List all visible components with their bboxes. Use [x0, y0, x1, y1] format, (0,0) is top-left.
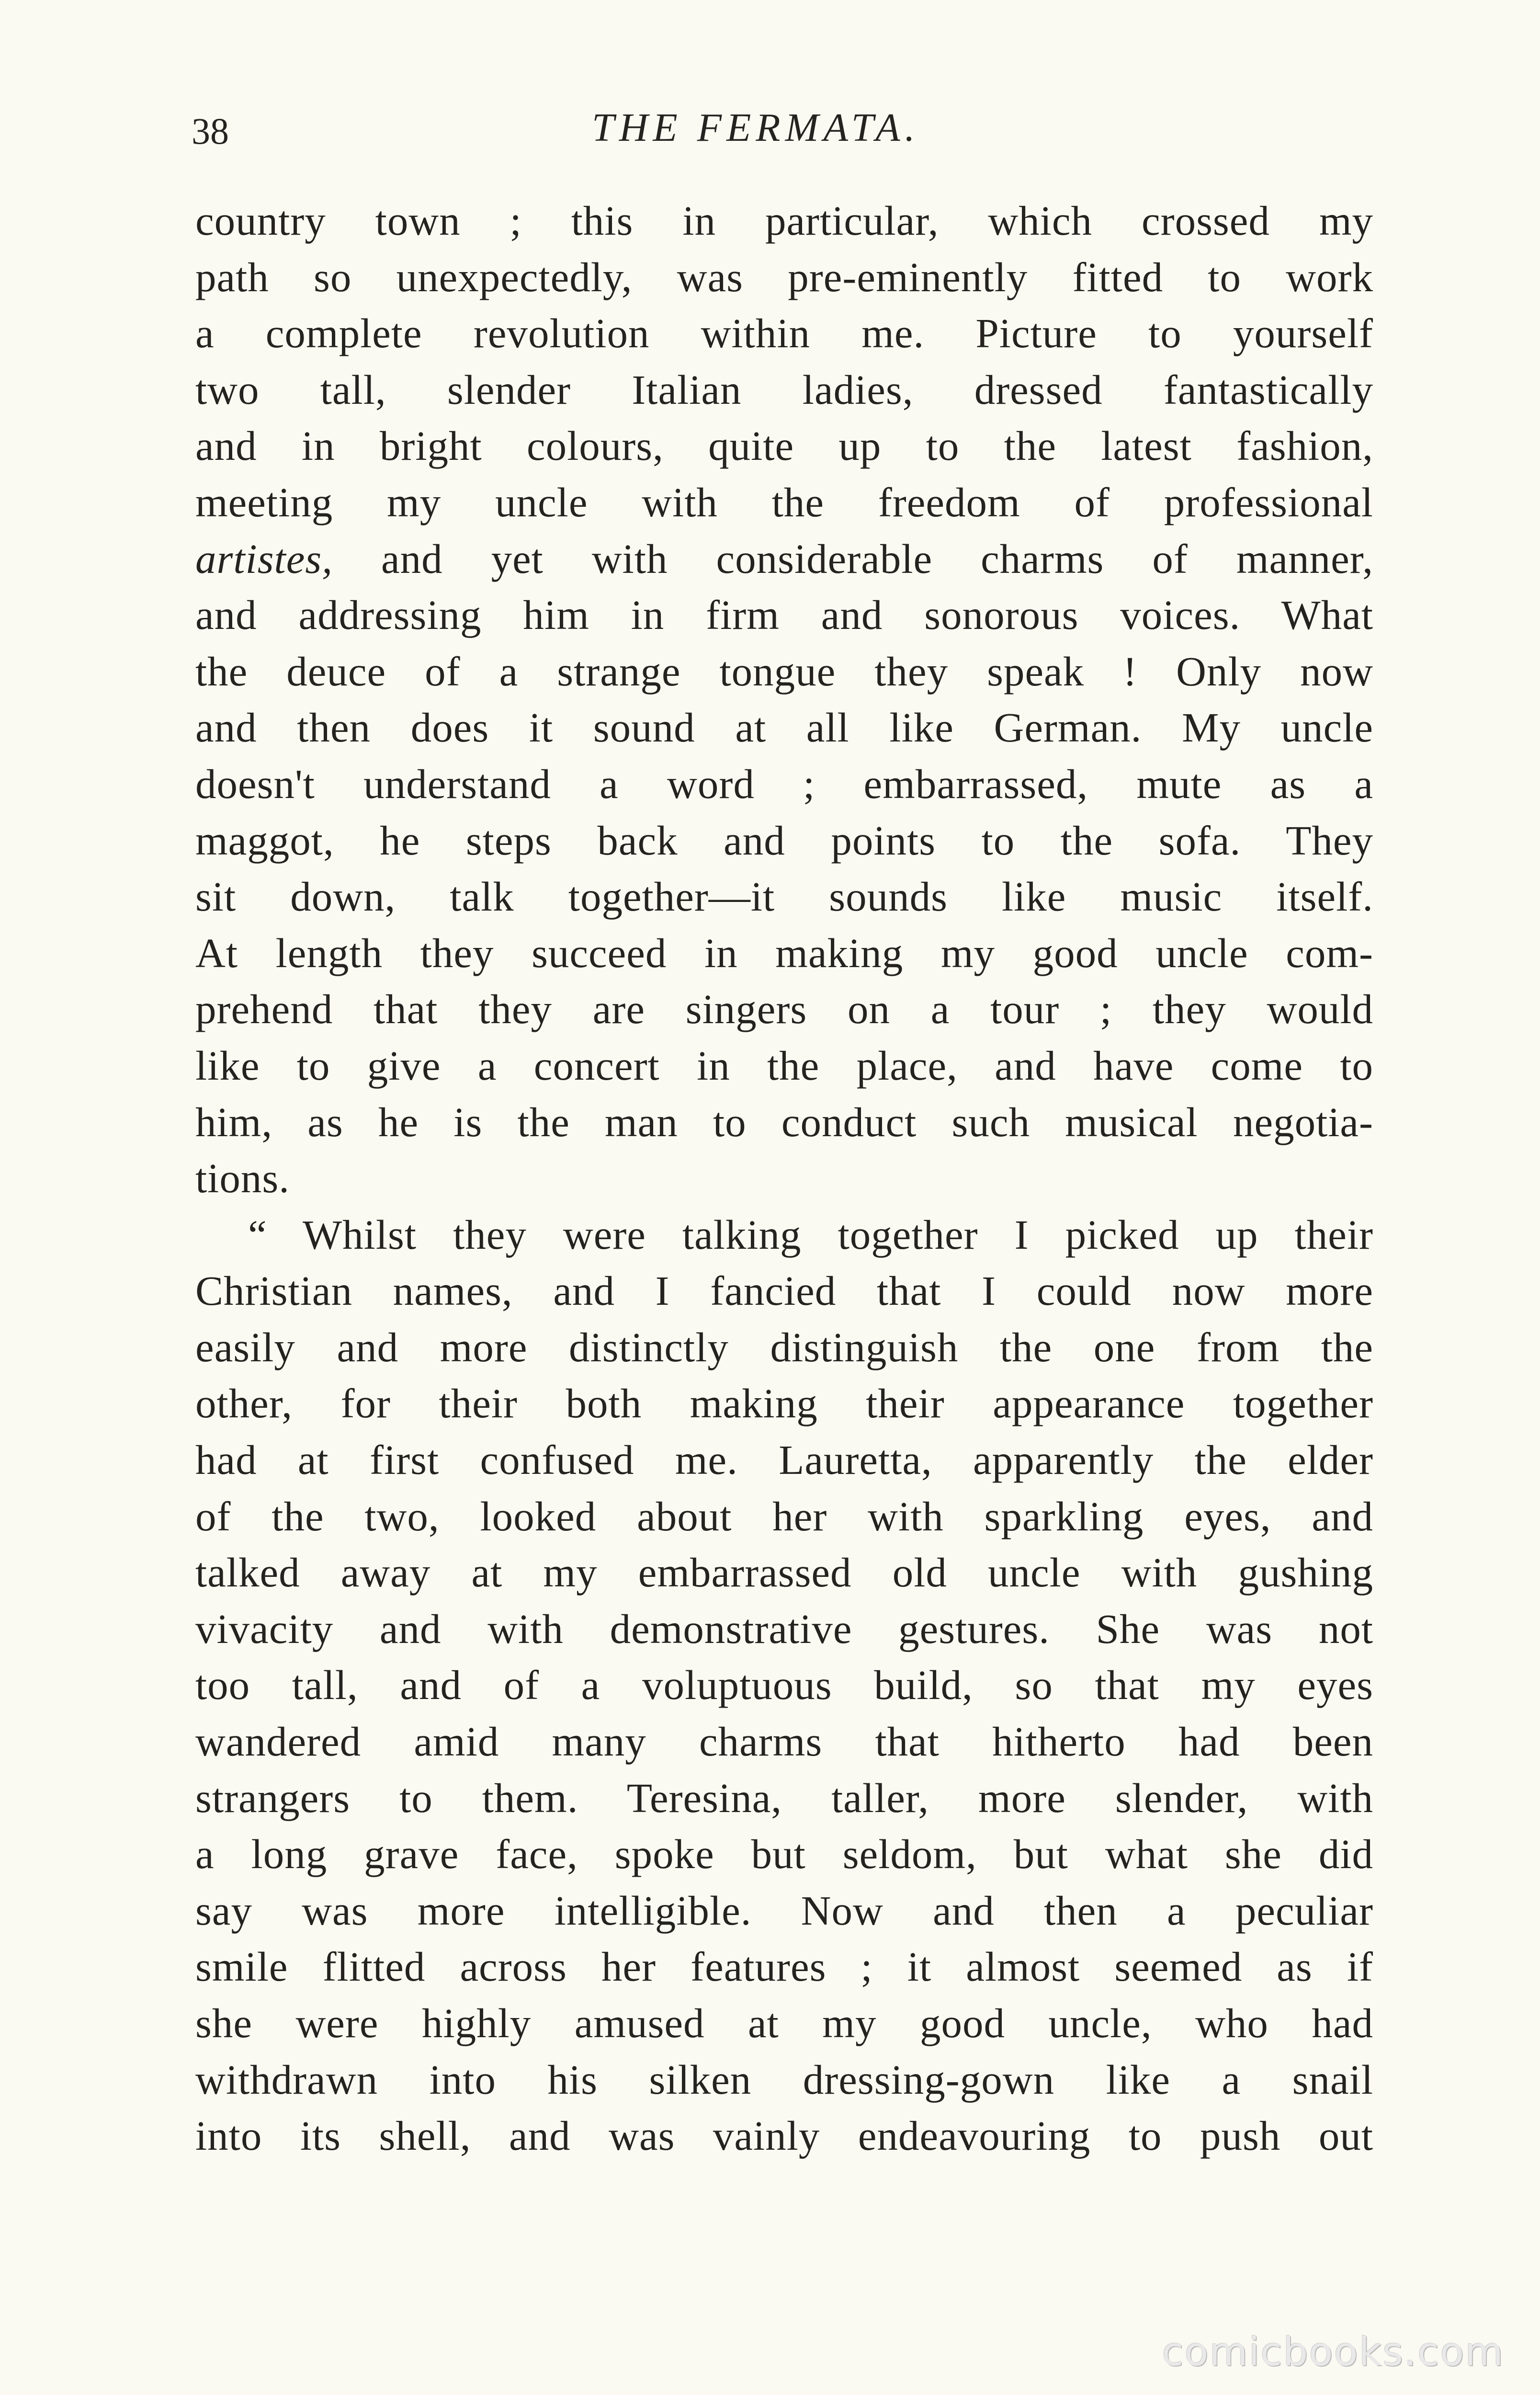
text-line: doesn't understand a word ; embarrassed, mute as a [195, 760, 1373, 807]
text-line: easily and more distinctly distinguish the one from the [195, 1323, 1373, 1370]
text-line: the deuce of a strange tongue they speak ! Only now [195, 648, 1373, 695]
text-line: maggot, he steps back and points to the sofa. They [195, 817, 1373, 864]
watermark: comicbooks.com [1162, 2329, 1504, 2375]
text-line: tions. [195, 1155, 290, 1202]
text-line: Christian names, and I fancied that I could now more [195, 1267, 1373, 1314]
text-line: vivacity and with demonstrative gestures. She was not [195, 1605, 1373, 1652]
text-line: path so unexpectedly, was pre-eminently fitted to work [195, 253, 1373, 300]
text-line: and addressing him in firm and sonorous voices. What [195, 592, 1373, 639]
text-line: smile flitted across her features ; it almost seemed as if [195, 1943, 1373, 1990]
text-line: into its shell, and was vainly endeavouring to push out [195, 2112, 1373, 2159]
body-text [195, 193, 1373, 2164]
text-line: talked away at my embarrassed old uncle with gushing [195, 1549, 1373, 1596]
page-number: 38 [192, 110, 229, 152]
text-line: too tall, and of a voluptuous build, so that my eyes [195, 1662, 1373, 1709]
italic-word: artistes, [195, 535, 333, 582]
text-line-rest: and yet with considerable charms of manner, [381, 535, 1373, 582]
text-line: two tall, slender Italian ladies, dressed fantastically [195, 366, 1373, 413]
text-line: “ Whilst they were talking together I picked up their [248, 1211, 1373, 1258]
text-line: like to give a concert in the place, and have come to [195, 1042, 1373, 1089]
text-line: sit down, talk together—it sounds like music itself. [195, 873, 1373, 920]
text-line: a complete revolution within me. Picture to yourself [195, 310, 1373, 357]
text-line: strangers to them. Teresina, taller, more slender, with [195, 1774, 1373, 1821]
text-line: a long grave face, spoke but seldom, but what she did [195, 1831, 1373, 1878]
text-line: country town ; this in particular, which crossed my [195, 197, 1373, 244]
text-line: had at first confused me. Lauretta, apparently the elder [195, 1437, 1373, 1483]
text-line: wandered amid many charms that hitherto had been [195, 1718, 1373, 1765]
text-line: and then does it sound at all like German. My uncle [195, 704, 1373, 751]
text-line: of the two, looked about her with sparkling eyes, and [195, 1493, 1373, 1540]
text-line: and in bright colours, quite up to the latest fashion, [195, 422, 1373, 469]
text-line: prehend that they are singers on a tour ; they would [195, 986, 1373, 1033]
running-title: THE FERMATA. [592, 105, 920, 150]
text-line: other, for their both making their appearance together [195, 1380, 1373, 1427]
text-line: At length they succeed in making my good uncle com- [195, 929, 1373, 976]
text-line: him, as he is the man to conduct such musical negotia- [195, 1098, 1373, 1145]
page-header [192, 98, 1379, 165]
text-line [195, 531, 1373, 587]
text-line: meeting my uncle with the freedom of professional [195, 479, 1373, 525]
text-line: withdrawn into his silken dressing-gown like a snail [195, 2056, 1373, 2103]
text-line: she were highly amused at my good uncle, who had [195, 2000, 1373, 2046]
text-line: say was more intelligible. Now and then a peculiar [195, 1887, 1373, 1934]
